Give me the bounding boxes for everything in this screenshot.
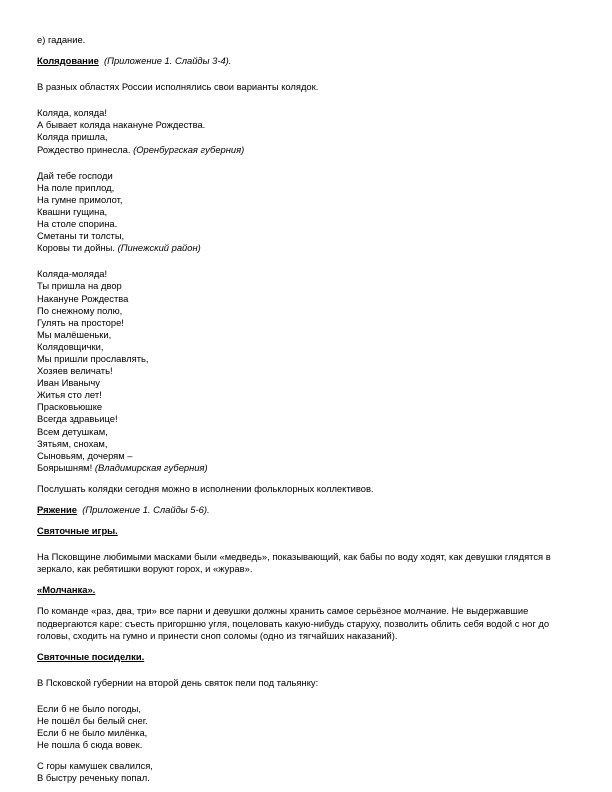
verse-line: Ты пришла на двор [37, 280, 122, 292]
verse-line: Мы малёшеньки, [37, 328, 112, 340]
verse-line-text: Боярышням! [37, 461, 93, 473]
appendix-reference: (Приложение 1. Слайды 3-4). [104, 55, 232, 67]
verse-line: Если б не было милёнка, [37, 727, 148, 739]
verse-line: Если б не было погоды, [37, 702, 141, 714]
verse-line: Житья сто лет! [37, 389, 102, 401]
paragraph-intro: В разных областях России исполнялись свои варианты колядок. [37, 81, 319, 93]
verse-line: Сметаны ти толсты, [37, 230, 125, 242]
verse-line-last [37, 462, 577, 474]
verse-line: Хозяев величать! [37, 365, 113, 377]
verse-line: Прасковьюшке [37, 401, 103, 413]
section-heading-ryazhenie-line [37, 504, 577, 516]
verse-orenburg [37, 107, 577, 155]
section-heading-text: «Молчанка». [37, 584, 96, 596]
verse-line: Мы пришли прославлять, [37, 352, 149, 364]
verse-line: А бывает коляда накануне Рождества. [37, 119, 206, 131]
verse-line: Всем детушкам, [37, 425, 108, 437]
verse-line: Коляда, коляда! [37, 107, 107, 119]
verse-line: Колядовщички, [37, 340, 104, 352]
section-heading-molchanka [37, 584, 577, 596]
paragraph-posidelki: В Псковской губернии на второй день святок пели под тальянку: [37, 676, 319, 688]
verse-line: На гумне примолот, [37, 193, 123, 205]
verse-line-text: Коровы ти дойны. [37, 242, 116, 254]
verse-source: (Оренбургская губерния) [133, 143, 245, 155]
section-heading-ryazhenie: Ряжение [37, 504, 77, 515]
verse-line-last [37, 144, 577, 156]
document-page [37, 34, 577, 785]
paragraph-masks: На Псковщине любимыми масками были «медведь», показывающий, как бабы по воду ходят, как девушки глядятся в зеркало, как ребятишки воруют горох, и «журав». [37, 551, 551, 575]
verse-line-last [37, 242, 577, 254]
list-item-divination: е) гадание. [37, 34, 86, 45]
verse-line: Зятьям, снохам, [37, 437, 108, 449]
verse-line: Коляда-моляда! [37, 268, 108, 280]
verse-line: Не пошла б сюда вовек. [37, 739, 143, 751]
verse-talyanka-1 [37, 703, 577, 751]
appendix-reference: (Приложение 1. Слайды 5-6). [82, 504, 210, 515]
verse-line: Коляда пришла, [37, 131, 108, 143]
section-heading-text: Святочные игры. [37, 525, 118, 537]
verse-line: На поле приплод, [37, 181, 115, 193]
verse-line: Накануне Рождества [37, 292, 129, 304]
verse-line: Всегда здравьице! [37, 413, 118, 425]
verse-talyanka-2 [37, 760, 577, 784]
verse-vladimir [37, 268, 577, 474]
paragraph-outro: Послушать колядки сегодня можно в исполнении фольклорных коллективов. [37, 482, 374, 494]
section-heading-text: Святочные посиделки. [37, 650, 145, 662]
verse-line: По снежному полю, [37, 304, 123, 316]
verse-line: Гулять на просторе! [37, 316, 124, 328]
section-heading-games [37, 525, 577, 537]
verse-line: Квашни гущина, [37, 205, 108, 217]
verse-source: (Владимирская губерния) [94, 461, 208, 473]
verse-line: На столе спорина. [37, 218, 118, 230]
verse-line: В быстру реченьку попал. [37, 772, 150, 784]
paragraph-molchanka: По команде «раз, два, три» все парни и девушки должны хранить самое серьёзное молчание. Не выдержавшие подвергаются каре: съесть пригоршню угля, поцеловать какую-нибудь старуху, позволить облить себя водой с ног до головы, сходить на гумно и принести сноп соломы (одно из тягчайших наказаний). [37, 605, 550, 641]
verse-pinega [37, 170, 577, 255]
verse-line: Сыновьям, дочерям – [37, 449, 133, 461]
verse-line: С горы камушек свалился, [37, 760, 153, 772]
verse-line: Не пошёл бы белый снег. [37, 715, 148, 727]
verse-line: Дай тебе господи [37, 169, 113, 181]
section-heading-kolyadovanie: Колядование [37, 55, 99, 67]
verse-source: (Пинежский район) [117, 242, 201, 254]
verse-line: Иван Иванычу [37, 377, 100, 389]
section-heading-kolyadovanie-line [37, 55, 577, 67]
section-heading-posidelki [37, 651, 577, 663]
verse-line-text: Рождество принесла. [37, 143, 131, 155]
